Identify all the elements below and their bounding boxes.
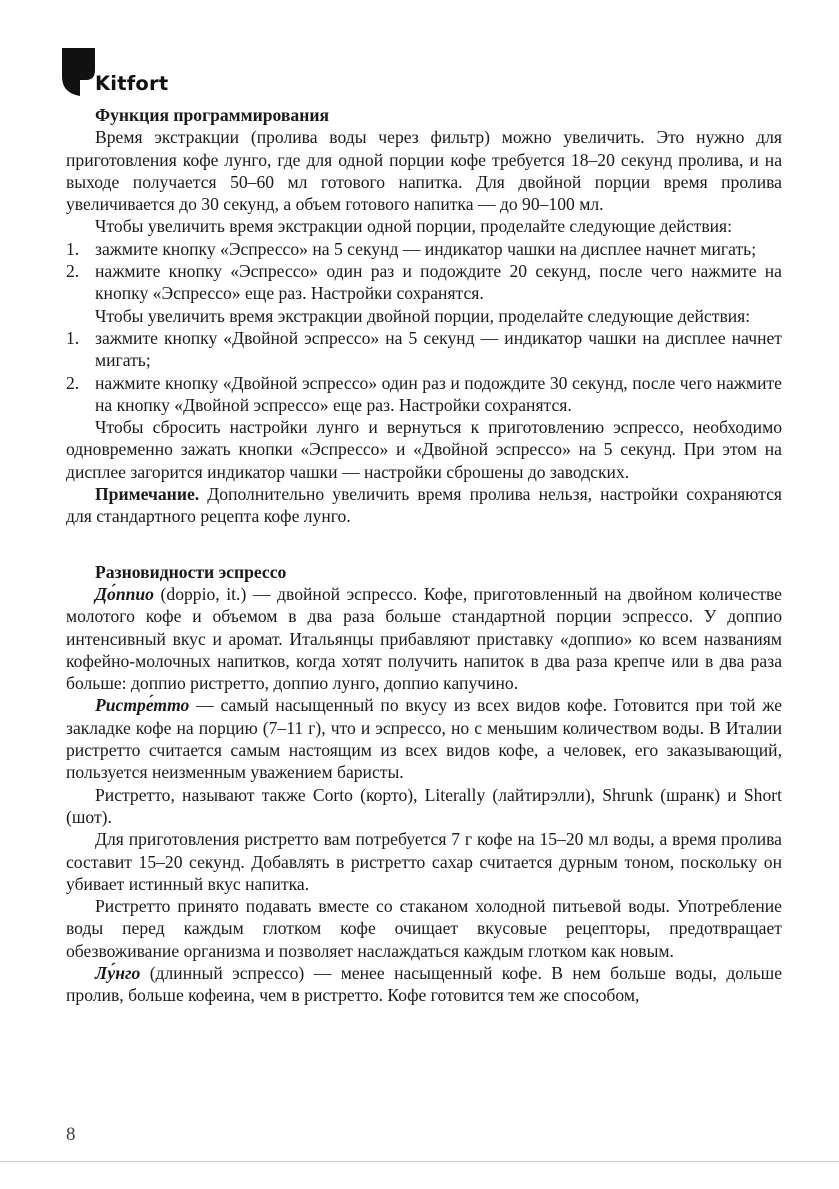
bottom-divider — [0, 1161, 839, 1162]
brand-name: Kitfort — [95, 72, 169, 95]
steps-single-portion — [66, 238, 782, 305]
term-lungo: Лу́нго — [95, 962, 141, 983]
list-number: 2. — [66, 261, 80, 282]
list-number: 1. — [66, 327, 80, 348]
paragraph-extraction: Время экстракции (пролива воды через фильтр) можно увеличить. Это нужно для приготовления кофе лунго, где для одной порции кофе требуется 18–20 секунд пролива, и на выходе получается 50–60 мл готового напитка. Для двойной порции время пролива увеличивается до 30 секунд, а объем готового напитка — до 90–100 мл. — [66, 127, 782, 215]
brand-logo — [62, 48, 172, 100]
list-item — [66, 238, 782, 260]
note-text: Дополнительно увеличить время пролива нельзя, настройки сохраняются для стандартного рецепта кофе лунго. — [66, 484, 782, 527]
ristretto-text: — самый насыщенный по вкусу из всех видов кофе. Готовится при той же закладке кофе на порцию (7–11 г), что и эспрессо, но с меньшим количеством воды. В Италии ристретто считается самым настоящим из всех видов кофе, а человек, его заказывающий, пользуется неизменным уважением баристы. — [66, 695, 782, 783]
list-number: 1. — [66, 238, 80, 259]
steps-double-portion — [66, 327, 782, 416]
paragraph-single-intro: Чтобы увеличить время экстракции одной порции, проделайте следующие действия: — [95, 216, 733, 237]
list-text: нажмите кнопку «Двойной эспрессо» один раз и подождите 30 секунд, после чего нажмите на кнопку «Двойной эспрессо» еще раз. Настройки сохранятся. — [95, 372, 782, 415]
paragraph-double-intro: Чтобы увеличить время экстракции двойной порции, проделайте следующие действия: — [95, 305, 751, 326]
list-text: нажмите кнопку «Эспрессо» один раз и подождите 20 секунд, после чего нажмите на кнопку «Эспрессо» еще раз. Настройки сохранятся. — [95, 261, 782, 304]
lungo-text: (длинный эспрессо) — менее насыщенный кофе. В нем больше воды, дольше пролив, больше кофеина, чем в ристретто. Кофе готовится тем же способом, — [66, 962, 782, 1006]
paragraph-lungo — [66, 962, 782, 1007]
page-content — [66, 104, 782, 1007]
paragraph-reset: Чтобы сбросить настройки лунго и вернуться к приготовлению эспрессо, необходимо одновременно зажать кнопки «Эспрессо» и «Двойной эспрессо» на 5 секунд. При этом на дисплее загорится индикатор чашки — настройки сброшены до заводских. — [66, 417, 782, 482]
section-title-espresso-types: Разновидности эспрессо — [95, 561, 287, 582]
paragraph-doppio — [66, 583, 782, 694]
paragraph-ristretto — [66, 694, 782, 783]
page-number: 8 — [66, 1124, 76, 1145]
list-text: зажмите кнопку «Эспрессо» на 5 секунд — индикатор чашки на дисплее начнет мигать; — [95, 238, 757, 259]
list-number: 2. — [66, 372, 80, 393]
section-gap — [66, 528, 782, 561]
list-item — [66, 327, 782, 372]
note-label: Примечание. — [95, 484, 200, 505]
paragraph-ristretto-names: Ристретто, называют также Corto (корто), Literally (лайтирэлли), Shrunk (шранк) и Short (шот). — [66, 784, 782, 827]
list-item — [66, 260, 782, 305]
section-title-programming: Функция программирования — [95, 105, 330, 125]
paragraph-note — [66, 483, 782, 528]
kitfort-logo-icon — [62, 48, 96, 96]
paragraph-ristretto-serve: Ристретто принято подавать вместе со стаканом холодной питьевой воды. Употребление воды перед каждым глотком кофе очищает вкусовые рецепторы, предотвращает обезвоживание организма и позволяет наслаждаться каждым глотком как новым. — [66, 896, 782, 961]
term-ristretto: Ристре́тто — [95, 695, 190, 716]
list-item — [66, 372, 782, 417]
list-text: зажмите кнопку «Двойной эспрессо» на 5 секунд — индикатор чашки на дисплее начнет мигать; — [95, 327, 782, 371]
paragraph-ristretto-prep: Для приготовления ристретто вам потребуется 7 г кофе на 15–20 мл воды, а время пролива составит 15–20 секунд. Добавлять в ристретто сахар считается дурным тоном, поскольку он убивает истинный вкус напитка. — [66, 829, 782, 894]
term-doppio: До́ппио — [95, 583, 154, 604]
doppio-text: (doppio, it.) — двойной эспрессо. Кофе, приготовленный на двойном количестве молотого кофе и объемом в два раза больше стандартной порции эспрессо. У доппио интенсивный вкус и аромат. Итальянцы прибавляют приставку «доппио» ко всем названиям кофейно-молочных напитков, когда хотят получить напиток в два раза крепче или в два раза больше: доппио ристретто, доппио лунго, доппио капучино. — [66, 583, 782, 694]
